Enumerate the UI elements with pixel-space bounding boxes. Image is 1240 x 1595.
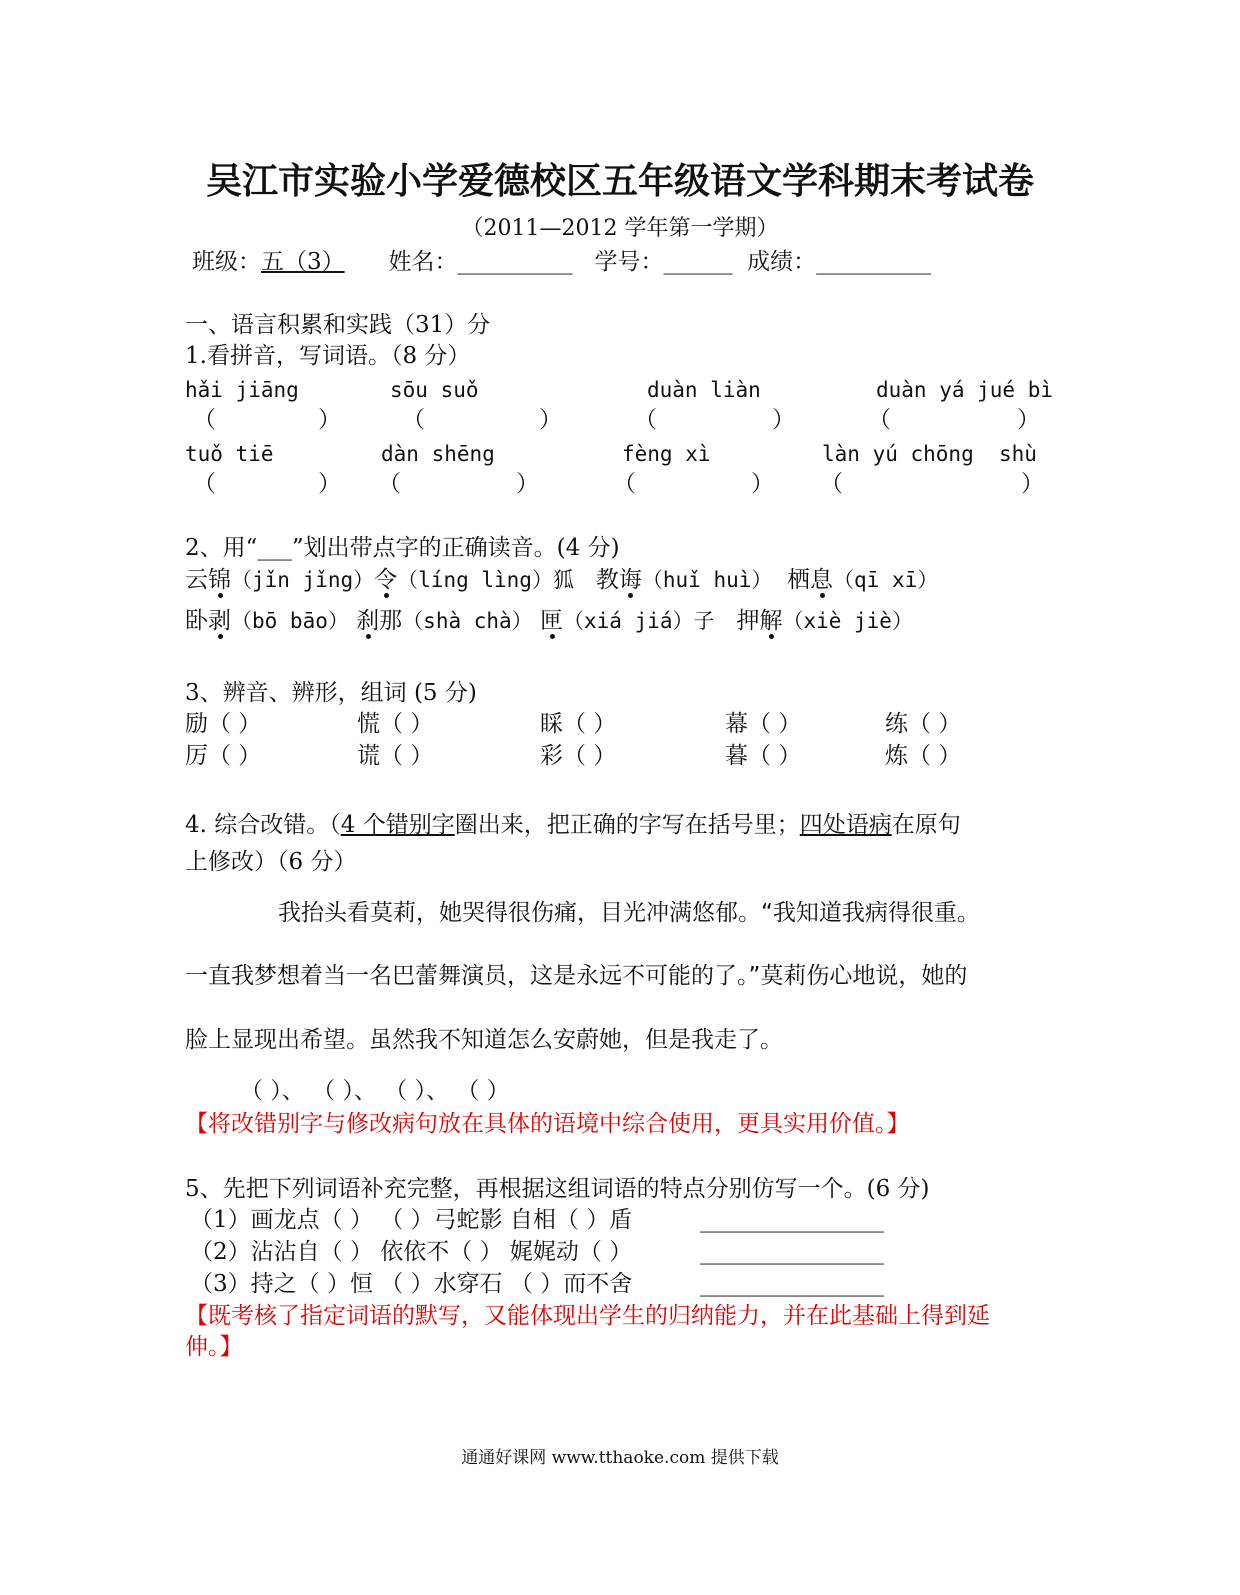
q4-prompt-part: 圈出来，把正确的字写在括号里； [454, 812, 800, 838]
footer-credit: 通通好课网 www.tthaoke.com 提供下载 [461, 1448, 779, 1468]
q4-prompt-part: 4. 综合改错。（ [185, 812, 341, 838]
q1-pinyin-3: duàn liàn [647, 378, 761, 402]
q1-paren-close: ） [539, 407, 562, 433]
q2-dotted-char: 刹 [356, 608, 380, 634]
q2-options: （xiè jiè） [782, 609, 913, 633]
q1-pinyin-2: sōu suǒ [390, 378, 479, 402]
q1-prompt: 1.看拼音，写词语。（8 分） [185, 343, 471, 369]
q1-paren-close: ） [318, 471, 341, 497]
q2-char: 栖 [787, 567, 811, 593]
q4-prompt-part: 在原句 [891, 812, 961, 838]
name-label: 姓名： [388, 249, 458, 275]
q1-pinyin-4: duàn yá jué bì [876, 378, 1054, 402]
q3-prompt: 3、辨音、辨形，组词 (5 分) [185, 680, 477, 706]
q4-prompt-underlined: 四处语病 [799, 812, 892, 838]
q2-char: 押 [736, 608, 760, 634]
class-value: 五（3） [261, 249, 345, 275]
q1-pinyin-6: dàn shēng [381, 442, 495, 466]
q2-dotted-char: 令 [374, 567, 398, 593]
q5-blank: ________________ [700, 1271, 884, 1297]
q2-options: （xiá jiá）子 [563, 609, 715, 633]
q3-item: 幕（ ） [725, 711, 802, 737]
q3-item: 慌（ ） [357, 711, 434, 737]
q3-item: 励（ ） [185, 711, 262, 737]
q1-paren-open: （ [378, 471, 401, 497]
q1-paren-close: ） [772, 407, 795, 433]
q1-paren-open: （ [868, 407, 891, 433]
q1-paren-close: ） [318, 407, 341, 433]
q4-prompt-line-2: 上修改）（6 分） [185, 849, 357, 875]
q2-options: （huǐ huì） [641, 568, 773, 592]
q2-options: （shà chà） [402, 609, 533, 633]
q4-passage-line-2: 一直我梦想着当一名巴蕾舞演员，这是永远不可能的了。”莫莉伤心地说，她的 [185, 963, 968, 989]
q4-passage-line-3: 脸上显现出希望。虽然我不知道怎么安蔚她，但是我走了。 [185, 1027, 783, 1053]
q5-row-1: （1）画龙点（ ） （ ）弓蛇影 自相（ ）盾 [190, 1207, 633, 1233]
q2-char: 教 [595, 567, 619, 593]
q2-options: （bō bāo） [231, 609, 349, 633]
q1-paren-close: ） [516, 471, 539, 497]
q1-paren-open: （ [193, 471, 216, 497]
class-label: 班级： [192, 249, 261, 275]
q2-dotted-char: 解 [759, 608, 783, 634]
q2-prompt: 2、用“___”划出带点字的正确读音。(4 分) [185, 535, 620, 561]
q2-options: （jǐn jǐng） [231, 568, 375, 592]
q3-item: 谎（ ） [357, 743, 434, 769]
q1-pinyin-8b: shù [999, 442, 1037, 466]
q5-blank: ________________ [700, 1239, 884, 1265]
q2-dotted-char: 诲 [618, 567, 642, 593]
q1-paren-open: （ [193, 407, 216, 433]
id-blank: ______ [663, 249, 733, 275]
q2-dotted-char: 剥 [208, 608, 231, 634]
q5-note-line-2: 伸。】 [185, 1334, 243, 1360]
q5-row-2: （2）沾沾自（ ） 依依不（ ） 娓娓动（ ） [190, 1239, 633, 1265]
q1-paren-open: （ [613, 471, 636, 497]
q2-char: 那 [379, 608, 403, 634]
q3-item: 暮（ ） [725, 743, 802, 769]
score-blank: __________ [816, 249, 932, 275]
q4-note: 【将改错别字与修改病句放在具体的语境中综合使用，更具实用价值。】 [185, 1111, 910, 1137]
name-blank: __________ [457, 249, 573, 275]
q1-pinyin-7: fèng xì [622, 442, 711, 466]
q4-prompt [185, 810, 961, 840]
q1-pinyin-1: hǎi jiāng [185, 378, 299, 402]
q3-item: 睬（ ） [540, 711, 617, 737]
q1-pinyin-5: tuǒ tiē [185, 442, 274, 466]
q5-blank: ________________ [700, 1207, 884, 1233]
q2-char: 卧 [185, 608, 208, 634]
q2-dotted-char: 匣 [540, 608, 563, 634]
q4-passage-line-1: 我抬头看莫莉，她哭得很伤痛，目光冲满悠郁。“我知道我病得很重。 [278, 900, 980, 926]
q3-item: 彩（ ） [540, 743, 617, 769]
q2-dotted-char: 息 [810, 567, 834, 593]
q2-line-1 [185, 565, 938, 595]
q2-options: （líng lìng）狐 [397, 568, 574, 592]
q4-prompt-underlined: 4 个错别字 [340, 812, 455, 838]
section-1-heading: 一、语言积累和实践（31）分 [185, 312, 491, 338]
q2-options: （qī xī） [833, 568, 939, 592]
q5-row-3: （3）持之（ ）恒 （ ）水穿石 （ ）而不舍 [190, 1271, 633, 1297]
q1-paren-open: （ [402, 407, 425, 433]
student-info-line [192, 247, 931, 277]
exam-subtitle: （2011—2012 学年第一学期） [461, 216, 779, 241]
q2-dotted-char: 锦 [208, 567, 231, 593]
q1-paren-close: ） [751, 471, 774, 497]
q2-line-2 [185, 606, 913, 636]
q1-paren-close: ） [1017, 407, 1040, 433]
q3-item: 厉（ ） [185, 743, 262, 769]
exam-title: 吴江市实验小学爱德校区五年级语文学科期末考试卷 [205, 161, 1034, 202]
q3-item: 炼（ ） [885, 743, 962, 769]
q1-paren-open: （ [634, 407, 657, 433]
q5-note-line-1: 【既考核了指定词语的默写，又能体现出学生的归纳能力，并在此基础上得到延 [185, 1303, 990, 1329]
id-label: 学号： [594, 249, 664, 275]
q3-item: 练（ ） [885, 711, 962, 737]
q1-pinyin-8: làn yú chōng [822, 442, 974, 466]
q4-answer-line: （ ）、 （ ）、 （ ）、 （ ） [240, 1078, 510, 1104]
q2-char: 云 [185, 567, 208, 593]
q5-prompt: 5、先把下列词语补充完整，再根据这组词语的特点分别仿写一个。(6 分) [185, 1176, 930, 1202]
score-label: 成绩： [747, 249, 817, 275]
q1-paren-close: ） [1021, 471, 1044, 497]
q1-paren-open: （ [820, 471, 843, 497]
